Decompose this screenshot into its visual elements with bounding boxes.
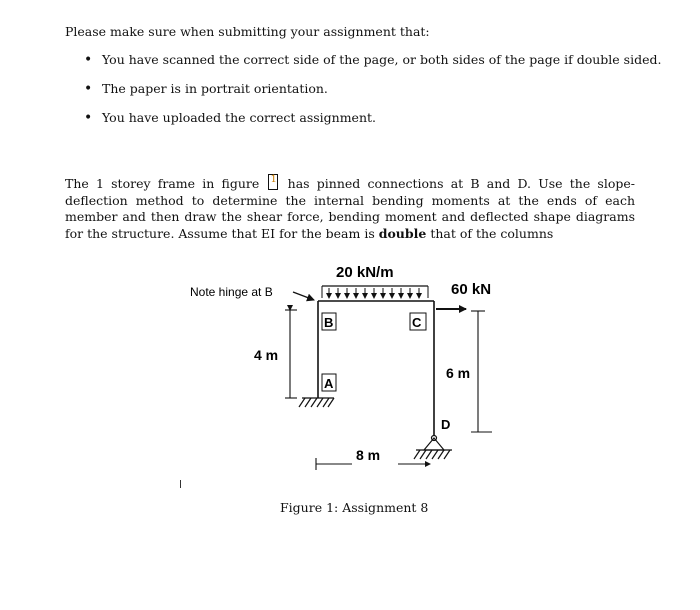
instruction-item: • You have scanned the correct side of the page, or both sides of the page if double sided. — [84, 52, 661, 81]
margin-mark — [180, 480, 181, 488]
node-c-label: C — [412, 315, 422, 330]
instructions-intro: Please make sure when submitting your assignment that: — [65, 24, 430, 39]
problem-emphasis: double — [378, 225, 427, 241]
node-a-label: A — [324, 376, 334, 391]
udl-load-arrows — [322, 286, 428, 298]
problem-text-3: that of the columns — [430, 225, 554, 241]
hinge-pointer-arrow — [293, 292, 314, 300]
dimension-beam-label: 8 m — [356, 447, 381, 463]
dimension-left — [285, 310, 297, 398]
node-d-label: D — [441, 417, 451, 432]
udl-load-label: 20 kN/m — [336, 264, 394, 281]
figure-caption: Figure 1: Assignment 8 — [280, 500, 429, 515]
problem-text-2: has pinned connections at B and D. Use the slope-deflection method to determine the internal bending moments at the ends of each member and then draw the shear force, bending moment and deflected shape diagrams for the structure. Assume that EI for the beam is — [65, 176, 635, 241]
fixed-support-a — [299, 398, 334, 407]
node-b-label: B — [324, 315, 334, 330]
dimension-right — [471, 311, 492, 432]
problem-text-1: The 1 storey frame in figure — [65, 176, 260, 191]
dimension-left-label: 4 m — [254, 347, 279, 363]
pinned-support-d — [414, 436, 452, 460]
instruction-item: • You have uploaded the correct assignment. — [84, 110, 661, 139]
hinge-note: Note hinge at B — [190, 285, 273, 299]
point-load-label: 60 kN — [451, 281, 492, 298]
instruction-item: • The paper is in portrait orientation. — [84, 81, 661, 110]
dimension-right-label: 6 m — [446, 365, 471, 381]
